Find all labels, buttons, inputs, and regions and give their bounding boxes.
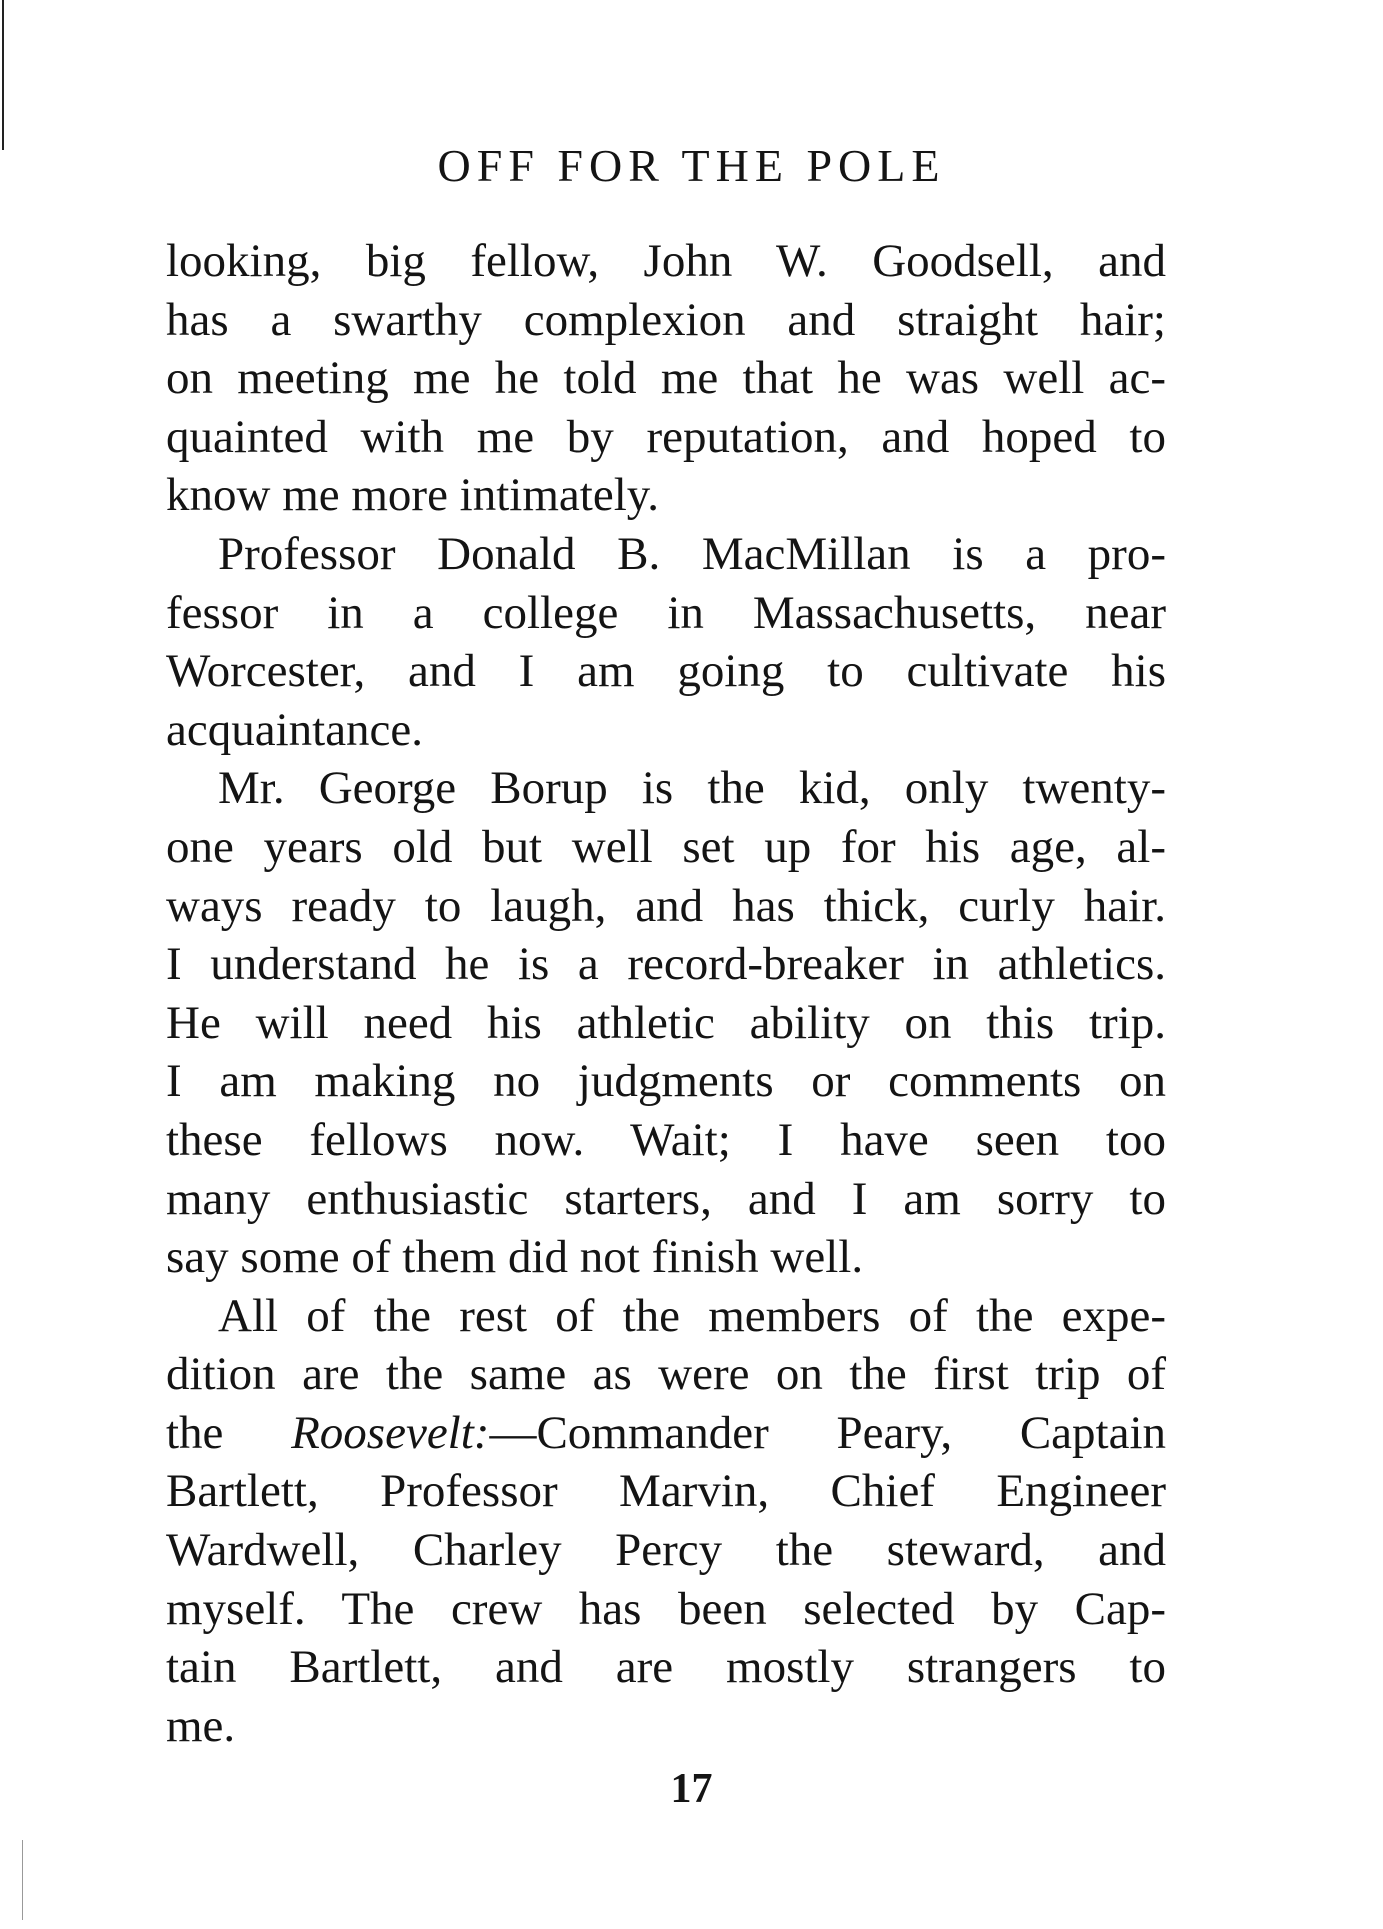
ship-name-italic: Roosevelt: [291,1406,490,1459]
text-line: fessor in a college in Massachusetts, near [166,586,1166,639]
paragraph-first-line: Mr. George Borup is the kid, only twenty- [218,762,1166,815]
text-line: quainted with me by reputation, and hoped to [166,410,1166,463]
text-line: these fellows now. Wait; I have seen too [166,1113,1166,1166]
text-line: myself. The crew has been selected by Cap- [166,1582,1166,1635]
body-text [166,232,1166,1755]
text-line: has a swarthy complexion and straight hair; [166,293,1166,346]
text-line: Wardwell, Charley Percy the steward, and [166,1524,1166,1577]
scan-edge-mark [2,0,4,150]
text-line: know me more intimately. [166,469,659,522]
text-line: dition are the same as were on the first trip of [166,1348,1166,1401]
text-line: ways ready to laugh, and has thick, curly hair. [166,879,1166,932]
text-line: on meeting me he told me that he was well ac- [166,352,1166,405]
text-segment: —Commander Peary, Captain [489,1406,1167,1459]
text-line: I understand he is a record-breaker in athletics. [166,938,1166,991]
text-line: acquaintance. [166,703,424,756]
text-line: many enthusiastic starters, and I am sorry to [166,1172,1166,1225]
paragraph-first-line: Professor Donald B. MacMillan is a pro- [218,527,1166,580]
page-number: 17 [670,1766,713,1812]
text-segment: the [166,1406,292,1459]
text-line: I am making no judgments or comments on [166,1055,1166,1108]
running-head: OFF FOR THE POLE [437,140,946,191]
text-line [166,1404,1166,1463]
text-line: He will need his athletic ability on this trip. [166,996,1166,1049]
text-line: looking, big fellow, John W. Goodsell, and [166,235,1166,287]
text-line: Bartlett, Professor Marvin, Chief Engineer [166,1465,1166,1518]
text-line: say some of them did not finish well. [166,1231,864,1284]
paragraph-first-line: All of the rest of the members of the expe- [218,1289,1166,1342]
text-line: Worcester, and I am going to cultivate his [166,645,1166,698]
text-line: one years old but well set up for his age, al- [166,820,1166,873]
scan-edge-mark-bottom [22,1840,23,1920]
text-line: me. [166,1699,236,1752]
text-line: tain Bartlett, and are mostly strangers to [166,1641,1166,1694]
